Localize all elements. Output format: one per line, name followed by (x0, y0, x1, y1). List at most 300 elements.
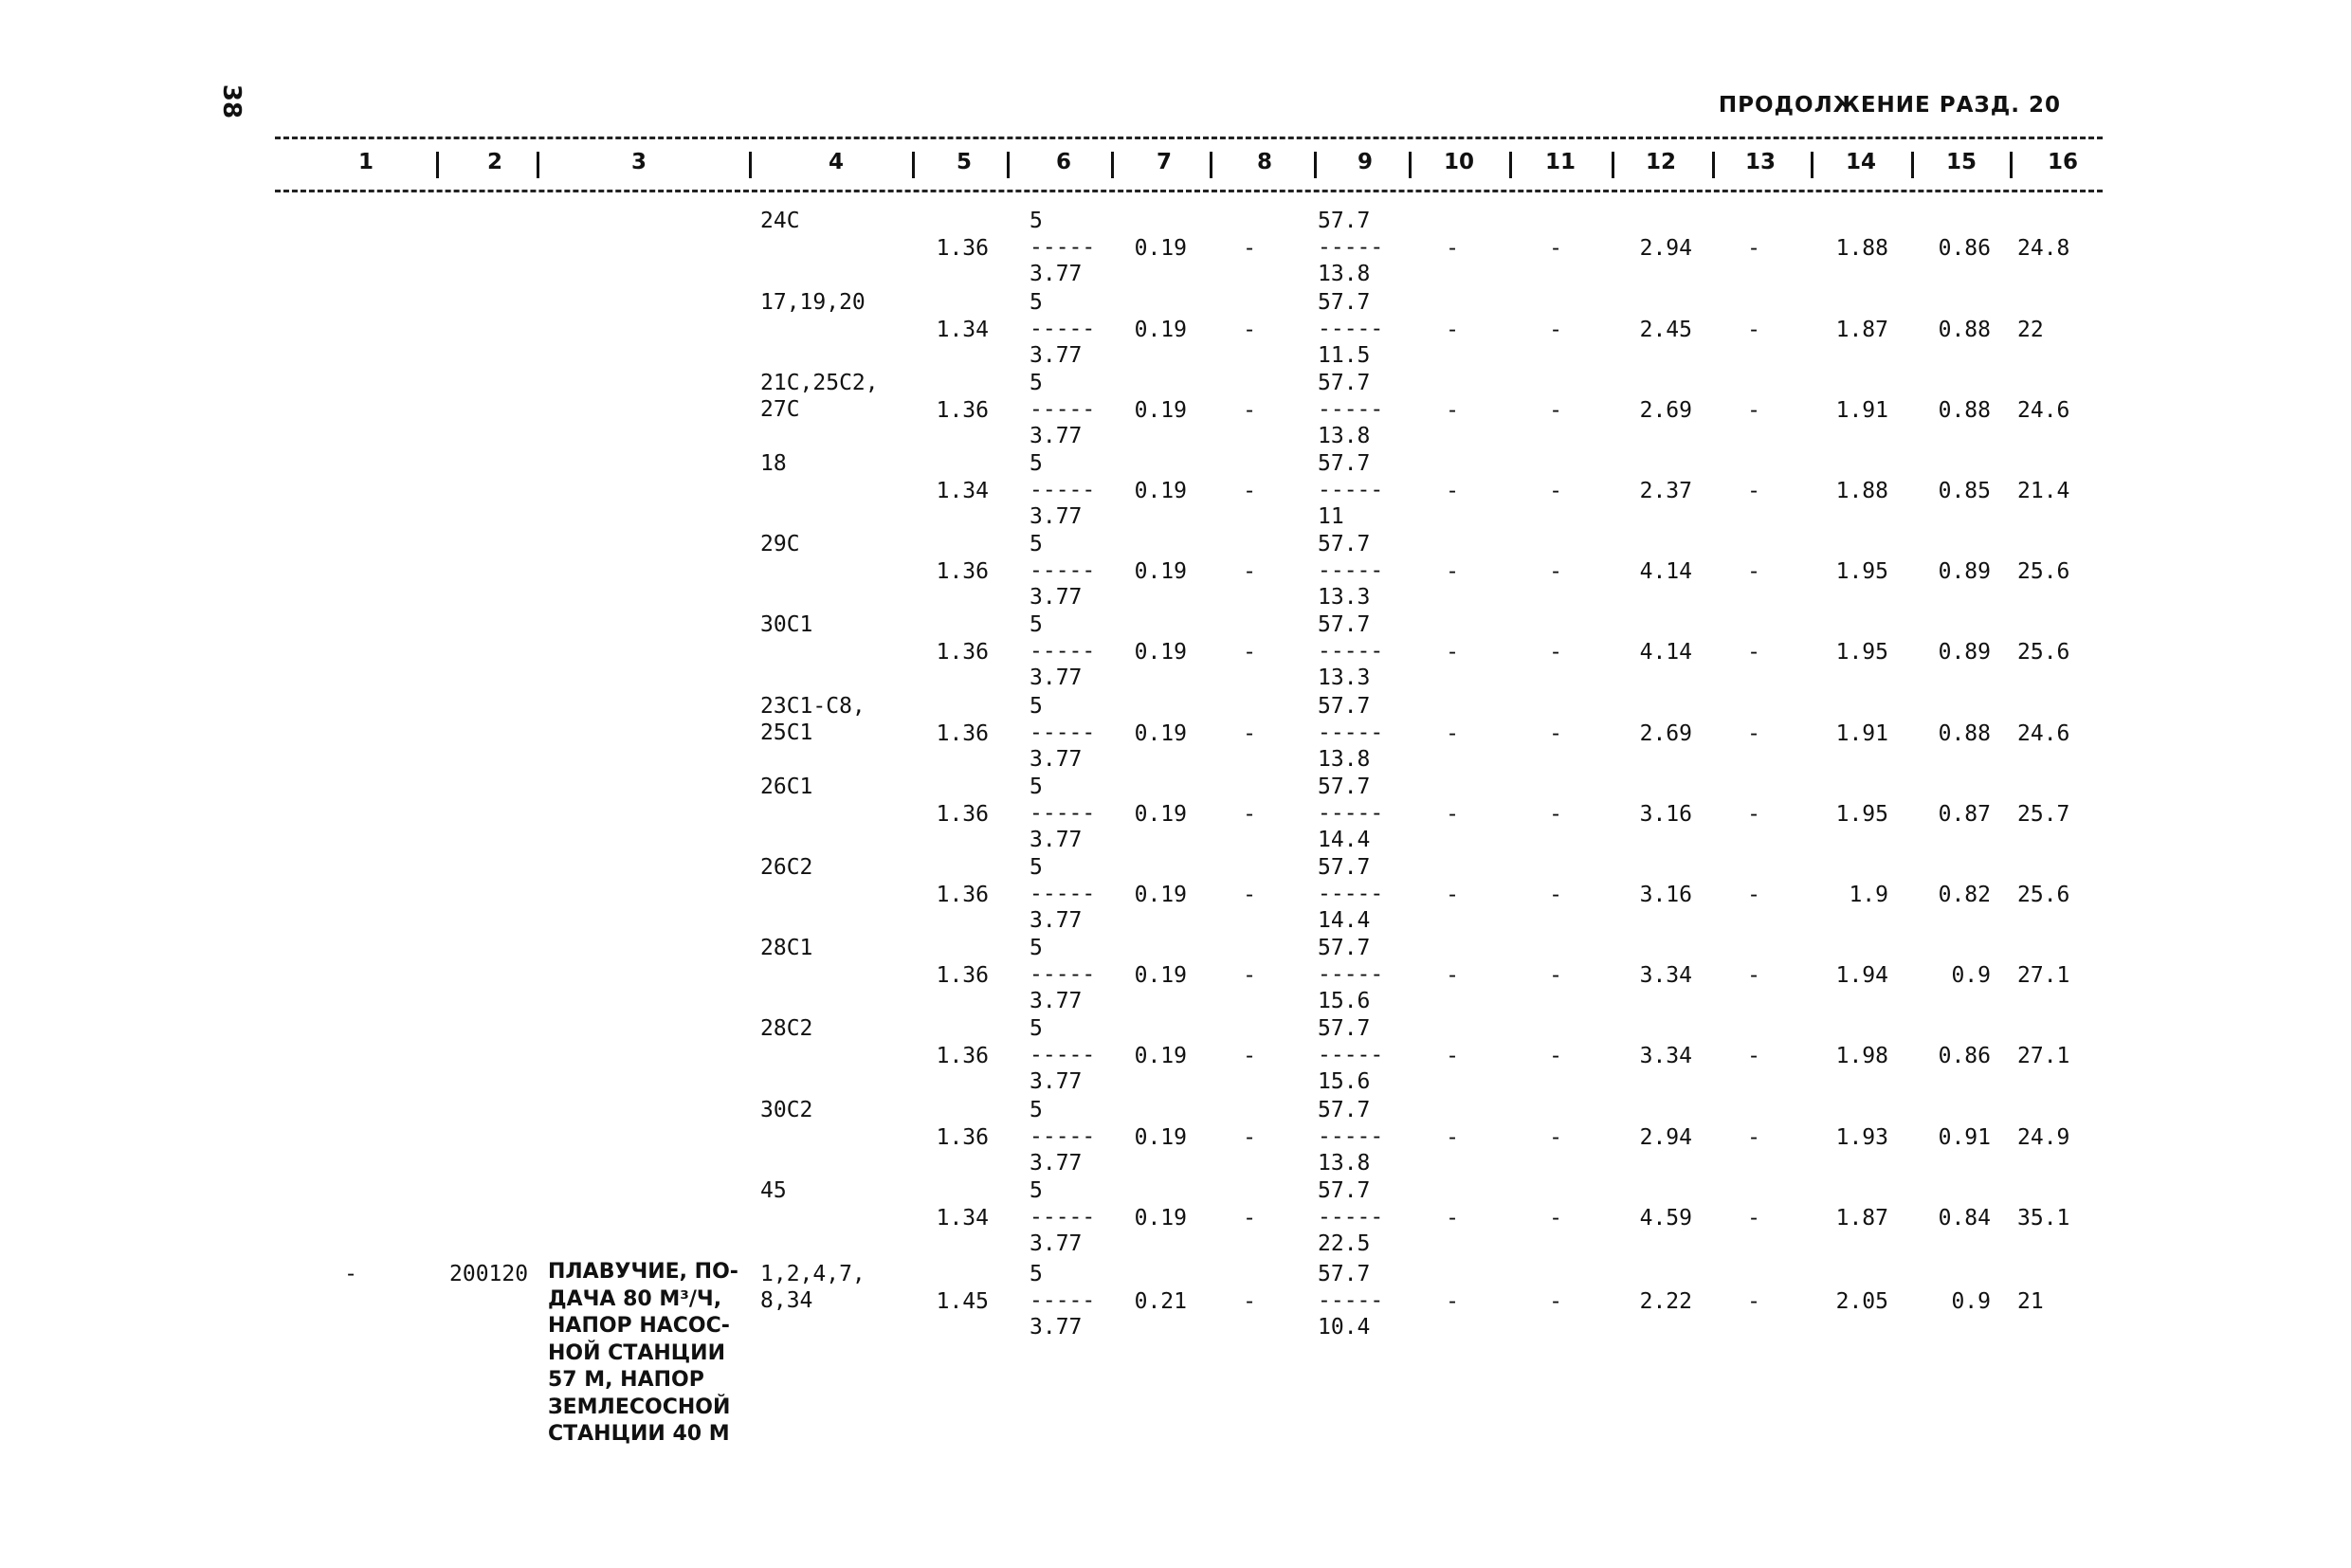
cell-col4-line: 28С2 (760, 1016, 813, 1041)
cell-col9-line: 13.8 (1318, 1151, 1371, 1176)
cell-col6-line: ----- (1030, 1288, 1096, 1313)
cell-col5: 1.36 (936, 558, 989, 584)
cell-col4-line: 17,19,20 (760, 290, 866, 315)
cell-col4-line: 28С1 (760, 936, 813, 960)
cell-col4-line: 25С1 (760, 720, 813, 745)
cell-col15: 0.86 (1938, 1043, 1991, 1068)
cell-col9 (1318, 208, 1383, 287)
cell-col6-line: 3.77 (1030, 747, 1083, 772)
cell-col11: - (1549, 639, 1562, 665)
cell-col7: 0.19 (1134, 1124, 1187, 1150)
column-header-15: 15 (1945, 150, 1977, 174)
cell-col13: - (1747, 1205, 1760, 1231)
cell-col15: 0.9 (1951, 962, 1991, 988)
cell-col9 (1318, 531, 1383, 611)
cell-col16: 25.6 (2017, 558, 2070, 584)
cell-col11: - (1549, 235, 1562, 261)
cell-col4-line: 45 (760, 1178, 787, 1203)
cell-col8: - (1243, 1288, 1256, 1314)
cell-col6-line: ----- (1030, 639, 1096, 664)
cell-col5: 1.34 (936, 1205, 989, 1231)
cell-col16: 25.6 (2017, 639, 2070, 665)
cell-col10: - (1446, 397, 1459, 423)
cell-col6-line: 3.77 (1030, 665, 1083, 690)
page-number: 38 (217, 83, 246, 119)
cell-col9-line: 57.7 (1318, 532, 1371, 556)
cell-col13: - (1747, 478, 1760, 503)
cell-col15: 0.91 (1938, 1124, 1991, 1150)
cell-col10: - (1446, 720, 1459, 746)
cell-col4 (760, 208, 800, 234)
cell-col11: - (1549, 882, 1562, 907)
cell-col6-line: 5 (1030, 1016, 1043, 1041)
description-line: ЗЕМЛЕСОСНОЙ (548, 1395, 731, 1419)
column-separator (436, 152, 439, 178)
cell-col4 (760, 774, 812, 800)
cell-col12: 2.94 (1639, 1124, 1692, 1150)
cell-col9-line: ----- (1318, 1288, 1384, 1313)
column-header-2: 2 (486, 150, 503, 174)
cell-col9-line: ----- (1318, 720, 1384, 745)
cell-col14: 1.9 (1849, 882, 1888, 907)
column-separator (1811, 152, 1813, 178)
cell-col9-line: 15.6 (1318, 1069, 1371, 1094)
cell-col7: 0.19 (1134, 1205, 1187, 1231)
cell-col11: - (1549, 1288, 1562, 1314)
description-line: СТАНЦИИ 40 М (548, 1422, 730, 1446)
column-separator (1509, 152, 1512, 178)
cell-col6-line: 5 (1030, 1178, 1043, 1203)
cell-col10: - (1446, 882, 1459, 907)
cell-col4 (760, 370, 879, 423)
cell-col6-line: ----- (1030, 1205, 1096, 1230)
cell-col4 (760, 1015, 812, 1042)
cell-col9-line: ----- (1318, 1043, 1384, 1067)
header-rule-top (275, 137, 2103, 139)
column-header-11: 11 (1544, 150, 1576, 174)
cell-col9-line: ----- (1318, 801, 1384, 826)
cell-col11: - (1549, 1043, 1562, 1068)
cell-col9-line: 57.7 (1318, 451, 1371, 476)
cell-col9-line: 57.7 (1318, 855, 1371, 880)
cell-col6 (1030, 450, 1095, 530)
cell-col9 (1318, 450, 1383, 530)
cell-col6-line: 3.77 (1030, 1315, 1083, 1340)
cell-col6-line: ----- (1030, 397, 1096, 422)
column-header-6: 6 (1055, 150, 1072, 174)
cell-col16: 25.7 (2017, 801, 2070, 827)
cell-col7: 0.19 (1134, 882, 1187, 907)
cell-col12: 3.34 (1639, 962, 1692, 988)
cell-col9-line: 57.7 (1318, 290, 1371, 315)
cell-col6-line: 3.77 (1030, 989, 1083, 1013)
cell-col4-line: 8,34 (760, 1288, 813, 1313)
cell-col4-line: 30С2 (760, 1098, 813, 1122)
cell-col16: 22 (2017, 317, 2044, 342)
cell-col11: - (1549, 397, 1562, 423)
cell-col5: 1.36 (936, 882, 989, 907)
cell-col7: 0.19 (1134, 720, 1187, 746)
cell-col9-line: 13.8 (1318, 262, 1371, 286)
column-header-13: 13 (1744, 150, 1777, 174)
cell-col15: 0.9 (1951, 1288, 1991, 1314)
cell-col4 (760, 1261, 866, 1314)
cell-col7: 0.19 (1134, 235, 1187, 261)
cell-col6-line: 3.77 (1030, 504, 1083, 529)
cell-col4 (760, 289, 866, 316)
cell-col9-line: 57.7 (1318, 936, 1371, 960)
cell-col4-line: 30С1 (760, 612, 813, 637)
cell-col4-line: 24С (760, 209, 800, 233)
cell-col11: - (1549, 558, 1562, 584)
cell-col9-line: ----- (1318, 235, 1384, 260)
cell-col9-line: 11 (1318, 504, 1344, 529)
cell-col10: - (1446, 235, 1459, 261)
cell-col13: - (1747, 1288, 1760, 1314)
cell-col10: - (1446, 317, 1459, 342)
cell-col12: 2.37 (1639, 478, 1692, 503)
cell-col5: 1.36 (936, 1043, 989, 1068)
cell-col14: 1.87 (1835, 317, 1888, 342)
cell-col6-line: 5 (1030, 1262, 1043, 1286)
cell-col11: - (1549, 962, 1562, 988)
cell-col13: - (1747, 397, 1760, 423)
cell-col13: - (1747, 720, 1760, 746)
cell-col6 (1030, 1261, 1095, 1340)
column-header-4: 4 (828, 150, 845, 174)
cell-col13: - (1747, 317, 1760, 342)
cell-col6-line: 5 (1030, 775, 1043, 799)
cell-col14: 1.88 (1835, 235, 1888, 261)
column-header-14: 14 (1845, 150, 1877, 174)
cell-col15: 0.88 (1938, 397, 1991, 423)
section-heading: ПРОДОЛЖЕНИЕ РАЗД. 20 (1718, 93, 2061, 118)
cell-col4-line: 23С1-С8, (760, 694, 866, 719)
cell-col14: 1.93 (1835, 1124, 1888, 1150)
cell-col16: 27.1 (2017, 962, 2070, 988)
cell-col6-line: ----- (1030, 801, 1096, 826)
cell-col9-line: 57.7 (1318, 1178, 1371, 1203)
cell-col9-line: ----- (1318, 1205, 1384, 1230)
column-header-12: 12 (1645, 150, 1677, 174)
column-separator (749, 152, 752, 178)
cell-col12: 4.14 (1639, 639, 1692, 665)
column-separator (1612, 152, 1614, 178)
cell-col10: - (1446, 1205, 1459, 1231)
cell-col6 (1030, 1177, 1095, 1257)
cell-col6-line: 5 (1030, 451, 1043, 476)
cell-col9-line: 57.7 (1318, 612, 1371, 637)
cell-col9 (1318, 1015, 1383, 1095)
cell-col15: 0.84 (1938, 1205, 1991, 1231)
cell-col4 (760, 450, 787, 477)
cell-col9 (1318, 774, 1383, 853)
cell-col12: 3.16 (1639, 882, 1692, 907)
cell-col4 (760, 693, 866, 746)
cell-col7: 0.19 (1134, 639, 1187, 665)
cell-col4-line: 27С (760, 397, 800, 422)
cell-col9-line: 57.7 (1318, 1098, 1371, 1122)
column-separator (537, 152, 539, 178)
cell-col11: - (1549, 317, 1562, 342)
cell-col16: 25.6 (2017, 882, 2070, 907)
cell-col12: 3.34 (1639, 1043, 1692, 1068)
cell-col5: 1.36 (936, 720, 989, 746)
cell-col5: 1.45 (936, 1288, 989, 1314)
cell-col4-line: 21С,25С2, (760, 371, 879, 395)
cell-col6-line: 5 (1030, 936, 1043, 960)
cell-col12: 3.16 (1639, 801, 1692, 827)
cell-col9-line: 13.3 (1318, 585, 1371, 610)
cell-col10: - (1446, 1124, 1459, 1150)
cell-col8: - (1243, 397, 1256, 423)
column-header-16: 16 (2047, 150, 2079, 174)
column-separator (1712, 152, 1715, 178)
cell-col6-line: ----- (1030, 962, 1096, 987)
cell-col8: - (1243, 235, 1256, 261)
cell-col8: - (1243, 882, 1256, 907)
cell-col6-line: 5 (1030, 612, 1043, 637)
cell-col12: 2.69 (1639, 720, 1692, 746)
cell-col10: - (1446, 1043, 1459, 1068)
cell-col9-line: 11.5 (1318, 343, 1371, 368)
cell-col9-line: ----- (1318, 397, 1384, 422)
cell-col16: 35.1 (2017, 1205, 2070, 1231)
cell-col5: 1.36 (936, 1124, 989, 1150)
cell-col12: 2.22 (1639, 1288, 1692, 1314)
cell-col16: 21 (2017, 1288, 2044, 1314)
cell-col5: 1.36 (936, 639, 989, 665)
cell-col4 (760, 1097, 812, 1123)
cell-col6-line: 5 (1030, 1098, 1043, 1122)
cell-col14: 1.94 (1835, 962, 1888, 988)
cell-col6-line: 5 (1030, 855, 1043, 880)
cell-col8: - (1243, 720, 1256, 746)
cell-col4 (760, 1177, 787, 1204)
cell-col13: - (1747, 558, 1760, 584)
cell-col7: 0.19 (1134, 1043, 1187, 1068)
header-rule-bottom (275, 190, 2103, 192)
cell-col8: - (1243, 317, 1256, 342)
cell-col6 (1030, 935, 1095, 1014)
cell-col4 (760, 935, 812, 961)
cell-col14: 1.95 (1835, 639, 1888, 665)
cell-col6-line: ----- (1030, 558, 1096, 583)
cell-col14: 1.91 (1835, 397, 1888, 423)
cell-col9 (1318, 1097, 1383, 1176)
cell-col9-line: 15.6 (1318, 989, 1371, 1013)
cell-col9-line: 57.7 (1318, 371, 1371, 395)
cell-col8: - (1243, 1124, 1256, 1150)
cell-col9-line: 14.4 (1318, 828, 1371, 852)
cell-col15: 0.89 (1938, 558, 1991, 584)
cell-col6 (1030, 1015, 1095, 1095)
cell-col13: - (1747, 1124, 1760, 1150)
cell-col15: 0.89 (1938, 639, 1991, 665)
cell-col14: 1.98 (1835, 1043, 1888, 1068)
cell-col15: 0.85 (1938, 478, 1991, 503)
cell-col13: - (1747, 639, 1760, 665)
cell-col6 (1030, 1097, 1095, 1176)
cell-col7: 0.21 (1134, 1288, 1187, 1314)
column-separator (1409, 152, 1412, 178)
cell-col8: - (1243, 1205, 1256, 1231)
cell-col16: 24.8 (2017, 235, 2070, 261)
cell-col9-line: ----- (1318, 558, 1384, 583)
cell-col8: - (1243, 801, 1256, 827)
column-separator (1111, 152, 1114, 178)
cell-col6-line: 5 (1030, 694, 1043, 719)
cell-col16: 27.1 (2017, 1043, 2070, 1068)
column-header-10: 10 (1443, 150, 1475, 174)
cell-col9-line: 57.7 (1318, 1262, 1371, 1286)
cell-col6-line: 3.77 (1030, 828, 1083, 852)
cell-col6-line: 3.77 (1030, 1069, 1083, 1094)
cell-col15: 0.88 (1938, 720, 1991, 746)
cell-col14: 2.05 (1835, 1288, 1888, 1314)
cell-col6-line: 5 (1030, 532, 1043, 556)
cell-col5: 1.36 (936, 962, 989, 988)
cell-col14: 1.95 (1835, 801, 1888, 827)
cell-col12: 2.94 (1639, 235, 1692, 261)
cell-col10: - (1446, 1288, 1459, 1314)
cell-col2: 200120 (449, 1262, 529, 1286)
column-header-3: 3 (630, 150, 647, 174)
cell-col8: - (1243, 558, 1256, 584)
cell-col6 (1030, 774, 1095, 853)
column-separator (1210, 152, 1212, 178)
cell-col6-line: 5 (1030, 209, 1043, 233)
cell-col5: 1.34 (936, 478, 989, 503)
description-line: ДАЧА 80 М³/Ч, (548, 1286, 722, 1311)
cell-col6-line: ----- (1030, 1043, 1096, 1067)
cell-col6-line: 5 (1030, 290, 1043, 315)
cell-col9-line: ----- (1318, 1124, 1384, 1149)
cell-col9-line: 57.7 (1318, 775, 1371, 799)
cell-col10: - (1446, 478, 1459, 503)
cell-col13: - (1747, 235, 1760, 261)
cell-col10: - (1446, 558, 1459, 584)
cell-col6-line: ----- (1030, 317, 1096, 341)
column-header-7: 7 (1156, 150, 1173, 174)
cell-col8: - (1243, 639, 1256, 665)
cell-col9-line: 57.7 (1318, 694, 1371, 719)
cell-col4 (760, 611, 812, 638)
cell-col15: 0.82 (1938, 882, 1991, 907)
cell-col11: - (1549, 720, 1562, 746)
cell-col9-line: ----- (1318, 882, 1384, 906)
column-separator (1007, 152, 1010, 178)
cell-col10: - (1446, 639, 1459, 665)
cell-col13: - (1747, 962, 1760, 988)
cell-col12: 2.69 (1639, 397, 1692, 423)
cell-col9-line: 13.8 (1318, 424, 1371, 448)
cell-col9-line: ----- (1318, 478, 1384, 502)
cell-col7: 0.19 (1134, 478, 1187, 503)
cell-col8: - (1243, 962, 1256, 988)
cell-col8: - (1243, 478, 1256, 503)
cell-col7: 0.19 (1134, 397, 1187, 423)
cell-col12: 4.59 (1639, 1205, 1692, 1231)
cell-col16: 24.6 (2017, 397, 2070, 423)
cell-col6-line: ----- (1030, 1124, 1096, 1149)
cell-col16: 24.6 (2017, 720, 2070, 746)
cell-col9 (1318, 1177, 1383, 1257)
last-row-description (548, 1259, 738, 1449)
cell-col6 (1030, 208, 1095, 287)
cell-col15: 0.88 (1938, 317, 1991, 342)
cell-col14: 1.95 (1835, 558, 1888, 584)
column-header-1: 1 (357, 150, 374, 174)
cell-col5: 1.34 (936, 317, 989, 342)
table-header (275, 146, 2103, 188)
cell-col10: - (1446, 801, 1459, 827)
cell-col6-line: 3.77 (1030, 424, 1083, 448)
cell-col1: - (344, 1262, 357, 1286)
cell-col12: 4.14 (1639, 558, 1692, 584)
cell-col9 (1318, 1261, 1383, 1340)
cell-col9-line: 22.5 (1318, 1231, 1371, 1256)
description-line: НАПОР НАСОС- (548, 1314, 730, 1338)
column-header-8: 8 (1256, 150, 1273, 174)
cell-col4 (760, 854, 812, 881)
cell-col15: 0.86 (1938, 235, 1991, 261)
cell-col14: 1.87 (1835, 1205, 1888, 1231)
column-separator (912, 152, 915, 178)
cell-col6 (1030, 289, 1095, 369)
column-separator (1911, 152, 1914, 178)
cell-col9 (1318, 854, 1383, 934)
cell-col6-line: ----- (1030, 478, 1096, 502)
cell-col13: - (1747, 801, 1760, 827)
column-separator (2010, 152, 2013, 178)
column-header-5: 5 (956, 150, 973, 174)
cell-col6 (1030, 693, 1095, 773)
cell-col4-line: 26С1 (760, 775, 813, 799)
cell-col9 (1318, 935, 1383, 1014)
cell-col9 (1318, 289, 1383, 369)
cell-col6-line: 5 (1030, 371, 1043, 395)
cell-col6 (1030, 854, 1095, 934)
cell-col6-line: ----- (1030, 235, 1096, 260)
cell-col9-line: 13.8 (1318, 747, 1371, 772)
cell-col7: 0.19 (1134, 962, 1187, 988)
column-separator (1314, 152, 1317, 178)
description-line: 57 М, НАПОР (548, 1368, 704, 1392)
cell-col6-line: 3.77 (1030, 1231, 1083, 1256)
description-line: ПЛАВУЧИЕ, ПО- (548, 1260, 738, 1284)
cell-col9-line: ----- (1318, 962, 1384, 987)
cell-col4 (760, 531, 800, 557)
cell-col14: 1.91 (1835, 720, 1888, 746)
cell-col9-line: 57.7 (1318, 1016, 1371, 1041)
cell-col6-line: 3.77 (1030, 1151, 1083, 1176)
cell-col4-line: 1,2,4,7, (760, 1262, 866, 1286)
cell-col16: 21.4 (2017, 478, 2070, 503)
cell-col6 (1030, 370, 1095, 449)
cell-col5: 1.36 (936, 801, 989, 827)
cell-col9-line: 13.3 (1318, 665, 1371, 690)
cell-col11: - (1549, 801, 1562, 827)
cell-col16: 24.9 (2017, 1124, 2070, 1150)
cell-col9-line: ----- (1318, 317, 1384, 341)
cell-col6-line: 3.77 (1030, 585, 1083, 610)
column-header-9: 9 (1357, 150, 1374, 174)
cell-col9-line: 10.4 (1318, 1315, 1371, 1340)
cell-col6-line: ----- (1030, 882, 1096, 906)
cell-col5: 1.36 (936, 235, 989, 261)
cell-col9 (1318, 611, 1383, 691)
